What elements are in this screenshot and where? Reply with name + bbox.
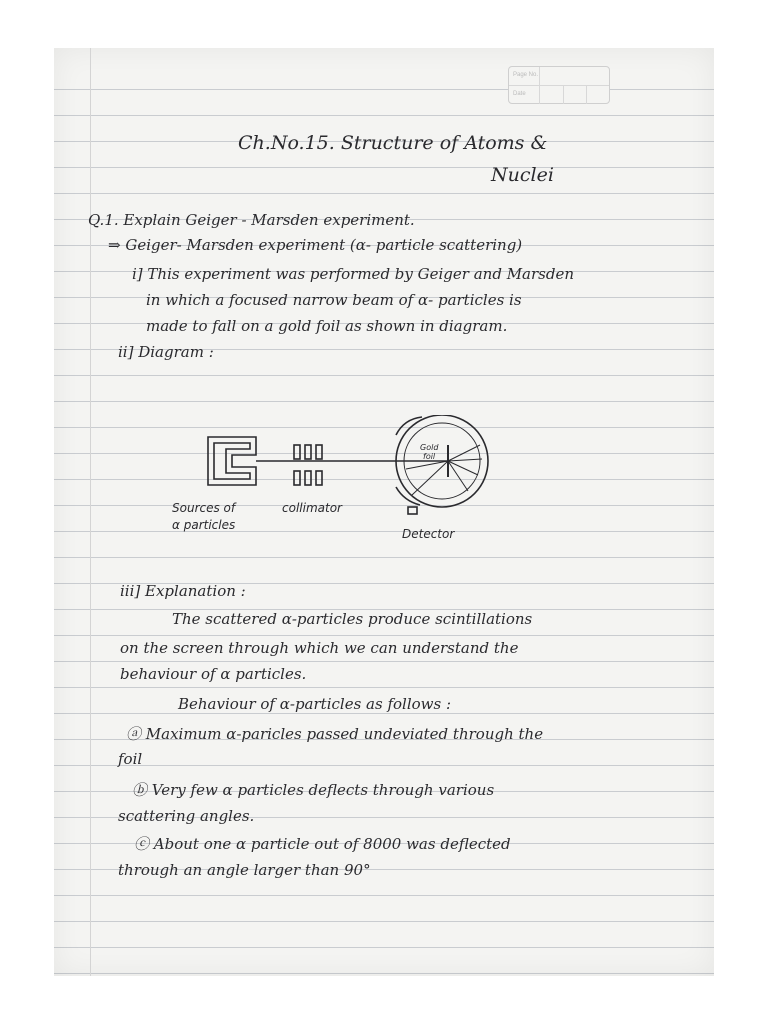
point1-line2: in which a focused narrow beam of α- particles is bbox=[146, 291, 522, 309]
rotation-arrow-top bbox=[396, 417, 422, 435]
item-a-line1: ⓐ Maximum α-paricles passed undeviated through the bbox=[126, 725, 544, 743]
explanation-line2: on the screen through which we can understand the bbox=[120, 639, 519, 657]
label-detector: Detector bbox=[402, 527, 455, 541]
behaviour-heading: Behaviour of α-particles as follows : bbox=[178, 695, 452, 713]
label-gold-foil-line2: foil bbox=[423, 452, 436, 461]
page-date-box bbox=[508, 66, 610, 104]
question-text: Q.1. Explain Geiger - Marsden experiment. bbox=[88, 211, 415, 229]
label-gold-foil-line1: Gold bbox=[420, 443, 439, 452]
detector-microscope bbox=[408, 507, 417, 514]
chapter-title-line1: Ch.No.15. Structure of Atoms & bbox=[238, 132, 548, 154]
alpha-source-block bbox=[208, 437, 256, 485]
point3-explanation-label: iii] Explanation : bbox=[120, 582, 246, 600]
explanation-line3: behaviour of α particles. bbox=[120, 665, 307, 683]
point1-line3: made to fall on a gold foil as shown in diagram. bbox=[146, 317, 508, 335]
date-label: Date bbox=[513, 91, 526, 97]
point1-line1: i] This experiment was performed by Geiger and Marsden bbox=[132, 265, 575, 283]
geiger-marsden-diagram bbox=[150, 415, 530, 549]
point2-diagram-label: ii] Diagram : bbox=[118, 343, 214, 361]
item-b-line1: ⓑ Very few α particles deflects through various bbox=[132, 781, 495, 799]
item-c-line2: through an angle larger than 90° bbox=[118, 861, 371, 879]
scattered-rays bbox=[406, 445, 482, 495]
chapter-title-line2: Nuclei bbox=[491, 164, 554, 186]
item-c-line1: ⓒ About one α particle out of 8000 was deflected bbox=[134, 835, 511, 853]
date-row bbox=[509, 86, 609, 104]
margin-line bbox=[90, 48, 91, 976]
page-no-label: Page No. bbox=[513, 72, 539, 78]
page-no-row bbox=[509, 67, 609, 86]
item-a-line2: foil bbox=[118, 750, 143, 768]
label-collimator: collimator bbox=[282, 501, 342, 515]
explanation-line1: The scattered α-particles produce scintillations bbox=[172, 610, 533, 628]
collimator-slits bbox=[294, 445, 322, 485]
label-sources-line2: α particles bbox=[172, 518, 236, 532]
label-sources-line1: Sources of bbox=[172, 501, 236, 515]
item-b-line2: scattering angles. bbox=[118, 807, 255, 825]
answer-heading: ⇒ Geiger- Marsden experiment (α- particle scattering) bbox=[108, 236, 523, 254]
